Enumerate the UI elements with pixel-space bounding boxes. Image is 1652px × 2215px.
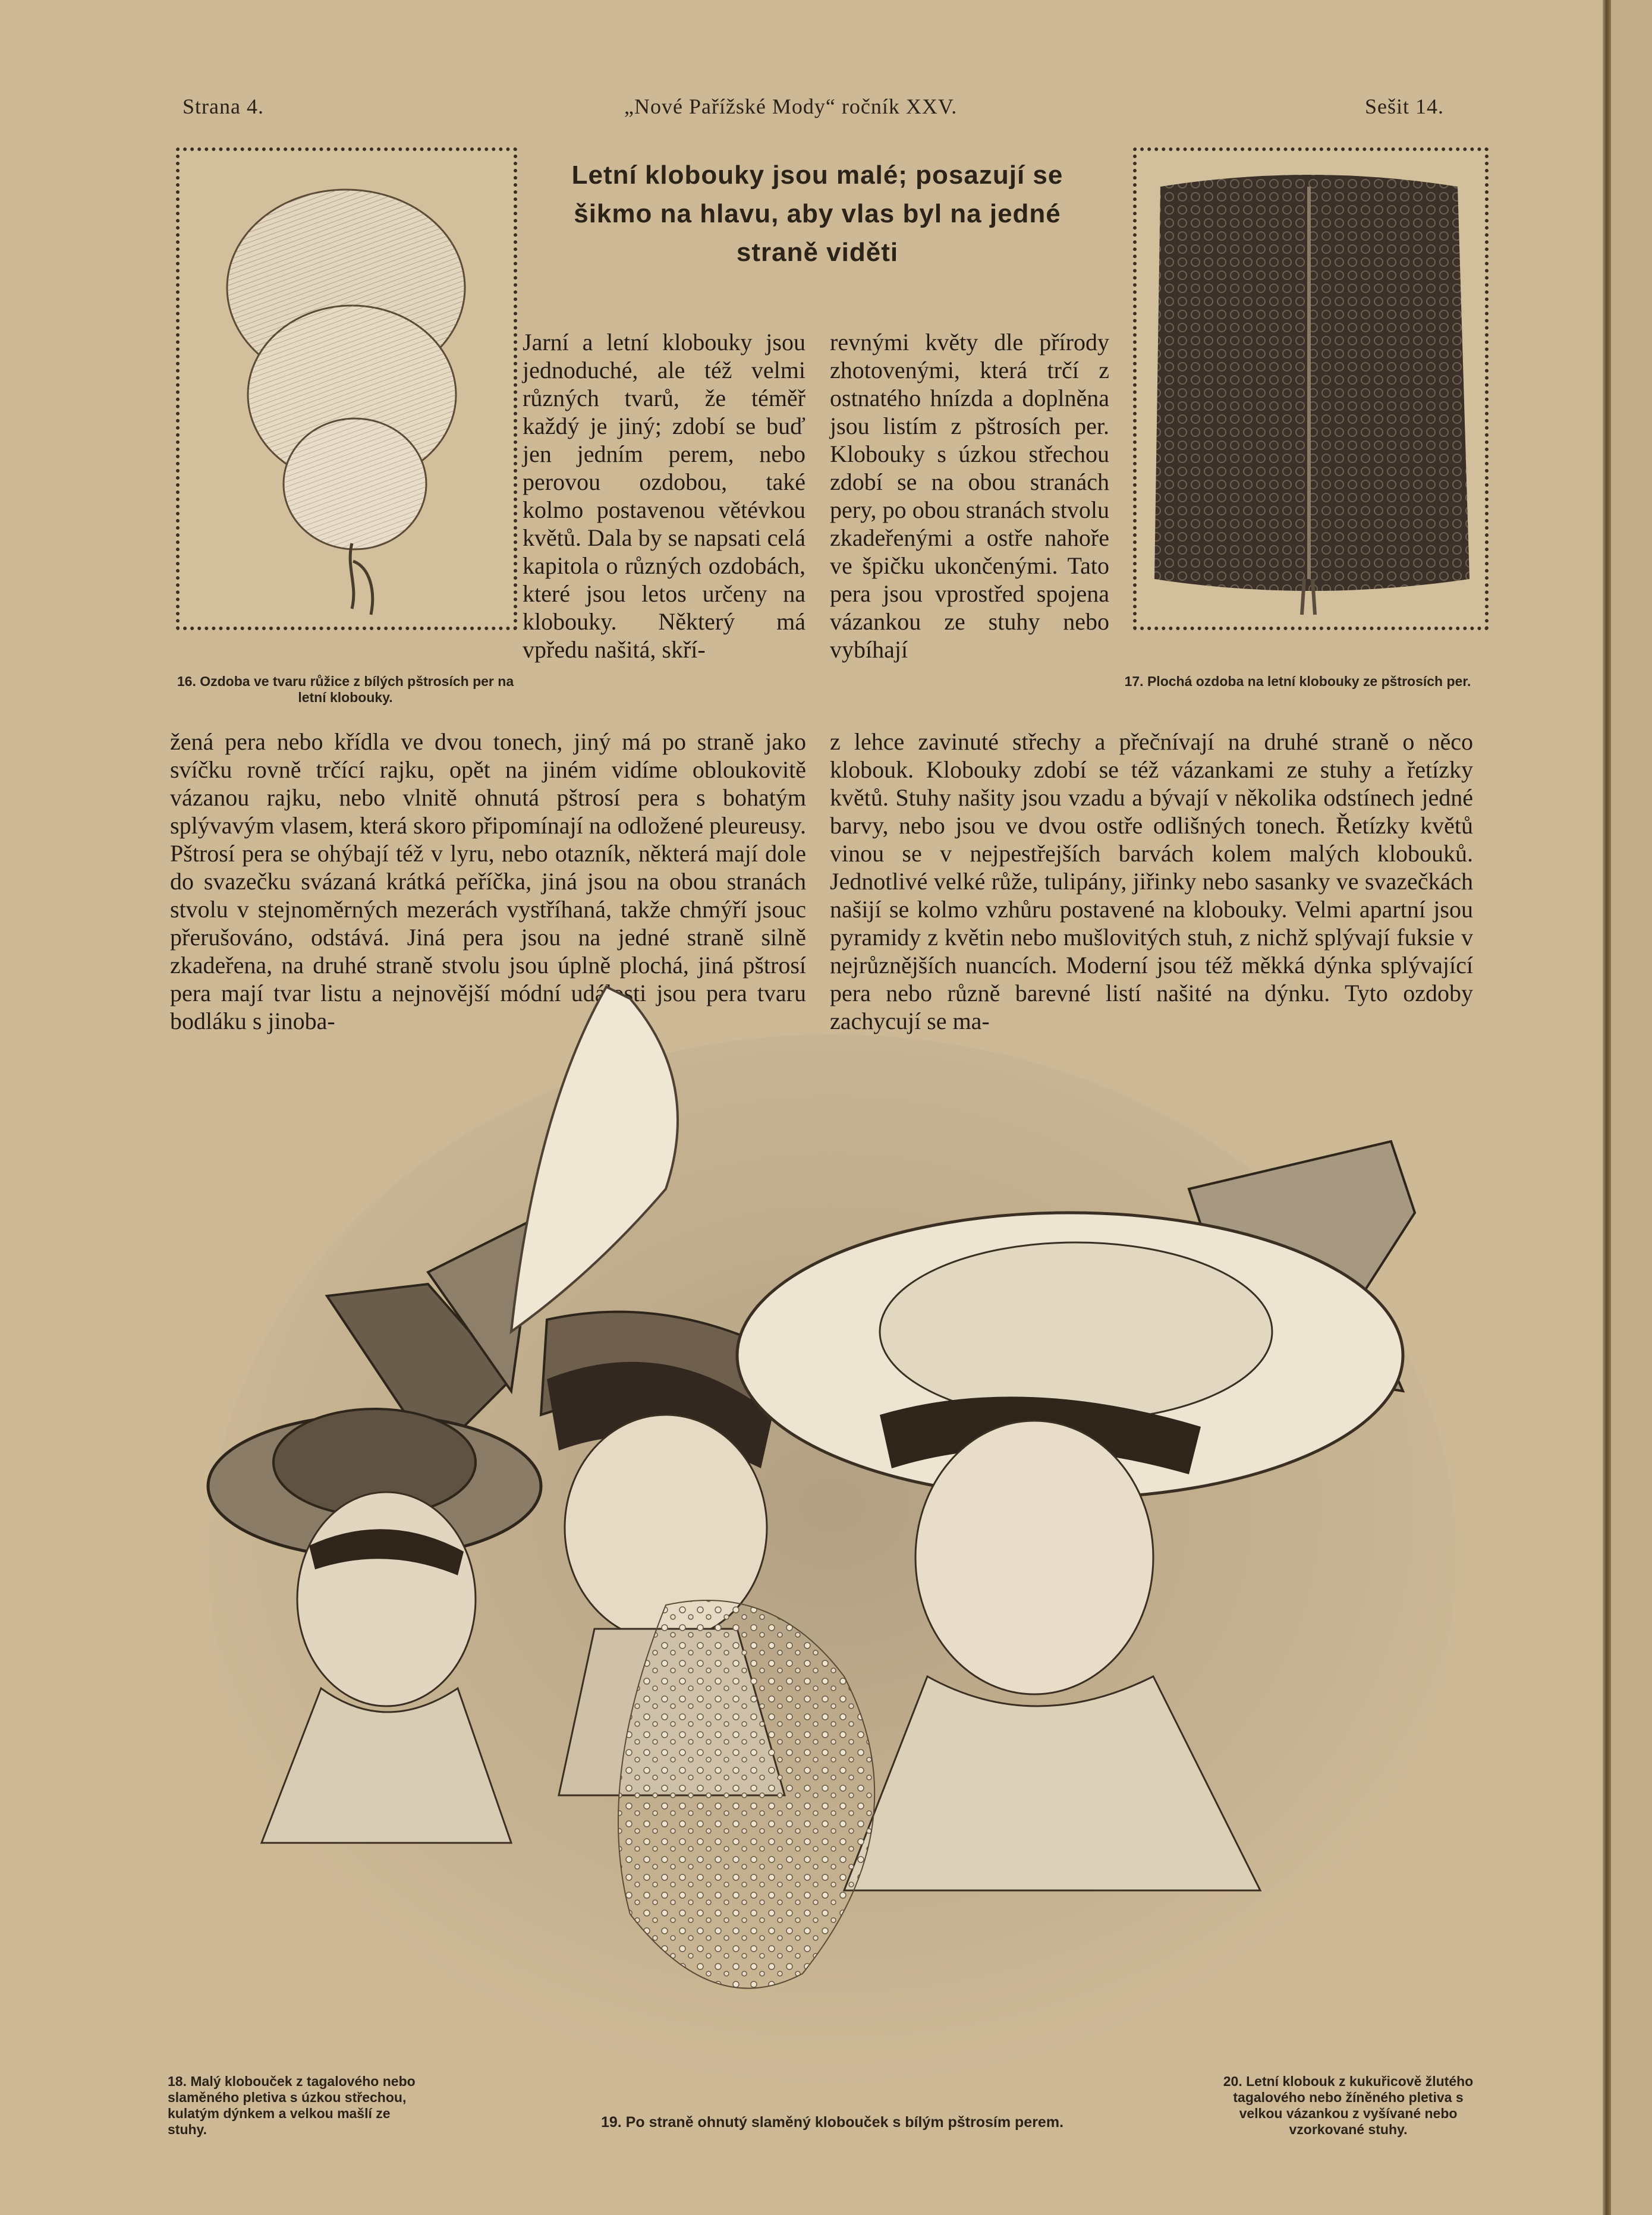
article-continuation-right: z lehce zavinuté střechy a přečnívají na druhé straně o něco klobouk. Klobouky zdobí se též vázankami ze stuhy a řetízky květů. Stuhy našity jsou vzadu a bývají v několika odstínech jedné barvy, nebo jsou ve dvou ostře odlišných tonech. Řetízky květů vinou se v nejpestřejších barvách kolem malých klobouků. Jednotlivé velké růže, tulipány, jiřinky nebo sasanky ve svazečkách našijí se kolmo vzhůru postavené na klobouky. Velmi apartní jsou pyramidy z květin nebo mušlovitých stuh, z nichž splývají fuksie v nejrůznějších nuancích. Moderní jsou též měkká dýnka splývající pera nebo různě barevné listí našité na dýnku. Tyto ozdoby zachycují se ma-	[830, 728, 1473, 1034]
flat-feather-ornament-illustration	[1137, 151, 1485, 627]
page-spine	[1603, 0, 1611, 2215]
page-number: Strana 4.	[182, 95, 264, 118]
hats-illustration	[178, 963, 1486, 2110]
next-page-edge	[1611, 0, 1652, 2215]
figure-17-frame	[1133, 147, 1489, 630]
figure-16-caption: 16. Ozdoba ve tvaru růžice z bílých pštrosích per na letní klobouky.	[177, 674, 514, 705]
figure-18-caption: 18. Malý klobouček z tagalového nebo slaměného pletiva s úzkou střechou, kulatým dýnkem a velkou mašlí ze stuhy.	[168, 2074, 416, 2137]
article-continuation-left: žená pera nebo křídla ve dvou tonech, jiný má po straně jako svíčku rovně trčící rajku, opět na jiném vidíme obloukovitě vázanou rajku, nebo vlnitě ohnutá pštrosí pera s bohatým splývavým vlasem, která skoro připomínají na odložené pleureusy. Pštrosí pera se ohýbají též v lyru, nebo otazník, některá mají dole do svazečku svázaná krátká peříčka, jiná jsou na obou stranách stvolu v stejnoměrných mezerách vystříhaná, takže chmýří jsouc přerušováno, odstává. Jiná pera jsou na jedné straně silně zkadeřena, na druhé straně stvolu jsou úplně plochá, jiná pštrosí pera mají tvar listu a nejnovější módní události jsou pera tvaru bodláku s jinoba-	[170, 728, 806, 1034]
article-headline: Letní klobouky jsou malé; posazují se šikmo na hlavu, aby vlas byl na jedné straně viděti	[571, 161, 1063, 267]
article-column-left: Jarní a letní klobouky jsou jednoduché, ale též velmi různých tvarů, že téměř každý je jiný; zdobí se buď jen jedním perem, nebo perovou ozdobou, také kolmo postavenou větévkou květů. Dala by se napsati celá kapitola o různých ozdobách, které jsou letos určeny na klobouky. Některý má vpředu našitá, skří-	[523, 329, 805, 663]
feather-rosette-illustration	[180, 151, 514, 627]
article-column-right: revnými květy dle přírody zhotovenými, která trčí z ostnatého hnízda a doplněna jsou listím z pštrosích per. Klobouky s úzkou střechou zdobí se na obou stranách pery, po obou stranách stvolu zkadeřenými a ostře nahoře ve špičku ukončenými. Tato pera jsou vprostřed spojena vázankou ze stuhy nebo vybíhají	[830, 329, 1109, 663]
figure-17-caption: 17. Plochá ozdoba na letní klobouky ze pštrosích per.	[1124, 674, 1471, 689]
figure-19-caption: 19. Po straně ohnutý slaměný klobouček s bílým pštrosím perem.	[600, 2114, 1064, 2131]
figure-20-caption: 20. Letní klobouk z kukuřicově žlutého tagalového nebo žíněného pletiva s velkou vázankou z vyšívané nebo vzorkované stuhy.	[1223, 2074, 1474, 2137]
figure-16-frame	[176, 147, 517, 630]
journal-title: „Nové Pařížské Mody“ ročník XXV.	[624, 95, 958, 118]
issue-number: Sešit 14.	[1365, 95, 1445, 118]
